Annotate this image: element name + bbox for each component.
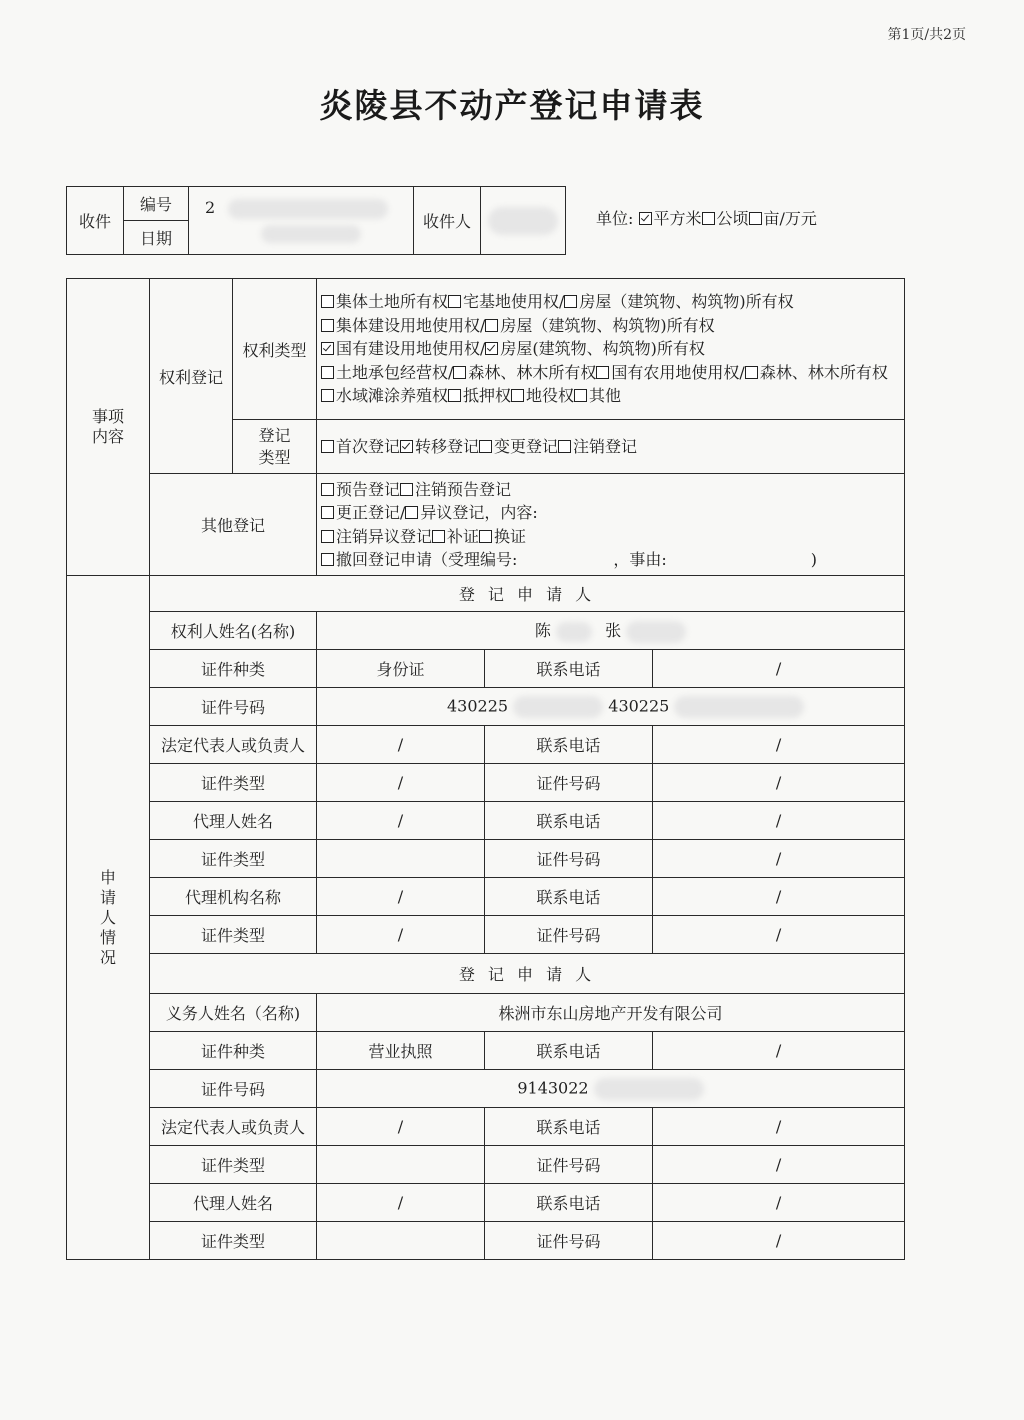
obligor-id-no-field[interactable]: 9143022 <box>317 1070 905 1108</box>
legal-rep-id-type-value[interactable]: / <box>317 764 485 802</box>
unit-option-label: 平方米 <box>653 209 702 228</box>
checkbox-icon[interactable] <box>321 483 334 496</box>
right-type-option-label: 地役权 <box>526 386 575 406</box>
other-reg-option-label: 换证 <box>494 526 527 546</box>
page-number: 第1页/共2页 <box>887 27 966 43</box>
obligor-legal-rep-value[interactable]: / <box>317 1108 485 1146</box>
obligor-name-value[interactable]: 株洲市东山房地产开发有限公司 <box>317 994 905 1032</box>
right-type-line <box>321 290 900 314</box>
right-type-line <box>321 337 900 361</box>
obligor-id-kind-label: 证件种类 <box>150 1032 317 1070</box>
agency-name-label: 代理机构名称 <box>150 878 317 916</box>
right-type-option[interactable] <box>745 363 888 382</box>
checkbox-icon[interactable] <box>745 366 758 379</box>
reg-type-option[interactable] <box>479 437 558 456</box>
unit-option[interactable] <box>639 209 702 228</box>
phone-label: 联系电话 <box>485 650 653 688</box>
right-type-option[interactable] <box>448 386 511 405</box>
checkbox-checked-icon[interactable] <box>400 440 413 453</box>
other-reg-line <box>321 501 900 525</box>
legal-rep-phone-value[interactable]: / <box>653 726 905 764</box>
reg-type-option[interactable] <box>321 437 400 456</box>
reg-type-option-label: 变更登记 <box>494 436 559 456</box>
number-date-field[interactable] <box>189 187 414 255</box>
obligor-phone-label: 联系电话 <box>485 1032 653 1070</box>
other-reg-options <box>317 474 905 576</box>
right-type-line <box>321 314 900 338</box>
obligor-legal-rep-phone-value[interactable]: / <box>653 1108 905 1146</box>
reg-type-option[interactable] <box>558 437 637 456</box>
agent-id-no-label: 证件号码 <box>485 840 653 878</box>
checkbox-icon[interactable] <box>511 389 524 402</box>
right-type-option[interactable] <box>485 316 714 335</box>
other-reg-option-label: 补证 <box>447 526 480 546</box>
right-type-option[interactable] <box>485 339 705 358</box>
other-reg-line <box>321 548 900 572</box>
obligor-agent-id-type-label: 证件类型 <box>150 1222 317 1260</box>
agency-name-value[interactable]: / <box>317 878 485 916</box>
obligor-name-label: 义务人姓名（名称) <box>150 994 317 1032</box>
obligor-id-type-label: 证件类型 <box>150 1146 317 1184</box>
checkbox-icon[interactable] <box>321 295 334 308</box>
applicant-header-1: 登 记 申 请 人 <box>150 576 905 612</box>
checkbox-icon[interactable] <box>432 530 445 543</box>
right-type-option-label: 水域滩涂养殖权 <box>336 386 449 406</box>
checkbox-icon[interactable] <box>448 295 461 308</box>
number-label: 编号 <box>124 187 189 221</box>
agency-id-no-value[interactable]: / <box>653 916 905 954</box>
reg-type-option-label: 注销登记 <box>573 436 638 456</box>
checkbox-checked-icon[interactable] <box>485 342 498 355</box>
unit-option[interactable] <box>749 209 817 228</box>
right-type-option[interactable] <box>321 292 448 311</box>
redacted-date <box>261 225 361 243</box>
right-type-option[interactable] <box>321 316 485 335</box>
phone-value[interactable]: / <box>653 650 905 688</box>
right-type-option[interactable] <box>574 386 621 405</box>
reg-type-option-label: 首次登记 <box>336 436 401 456</box>
right-type-option-label: 抵押权 <box>463 386 512 406</box>
checkbox-icon[interactable] <box>702 212 715 225</box>
checkbox-checked-icon[interactable] <box>321 342 334 355</box>
agent-id-type-label: 证件类型 <box>150 840 317 878</box>
right-type-option[interactable] <box>321 363 453 382</box>
right-type-option-label: 其他 <box>589 386 622 406</box>
right-type-option-label: 房屋（建筑物、构筑物)所有权 <box>579 292 794 312</box>
obligor-agent-phone-label: 联系电话 <box>485 1184 653 1222</box>
unit-label: 单位: <box>596 209 634 228</box>
right-type-option[interactable] <box>448 292 564 311</box>
unit-option-label: 亩/万元 <box>763 209 817 228</box>
right-type-option-label: 森林、林木所有权 <box>468 362 597 382</box>
applicant-section-label: 申请人情况 <box>67 576 150 1260</box>
other-reg-line <box>321 478 900 502</box>
other-reg-label: 其他登记 <box>150 474 317 576</box>
id-kind-label: 证件种类 <box>150 650 317 688</box>
unit-selector <box>596 206 817 229</box>
agency-id-type-value[interactable]: / <box>317 916 485 954</box>
obligor-legal-rep-phone-label: 联系电话 <box>485 1108 653 1146</box>
reg-type-option[interactable] <box>400 437 479 456</box>
number-value: 2 <box>205 198 216 218</box>
unit-option-label: 公顷 <box>716 209 749 228</box>
other-reg-option[interactable] <box>432 527 479 546</box>
right-type-option-label: 土地承包经营权/ <box>336 362 454 382</box>
checkbox-icon[interactable] <box>596 366 609 379</box>
obligor-agent-name-label: 代理人姓名 <box>150 1184 317 1222</box>
right-type-option[interactable] <box>321 339 485 358</box>
other-reg-option-label: 注销预告登记 <box>415 479 512 499</box>
right-type-options <box>317 279 905 420</box>
redacted-number <box>228 199 388 219</box>
redacted-receiver <box>488 207 558 235</box>
legal-rep-id-type-label: 证件类型 <box>150 764 317 802</box>
obligor-id-no-label: 证件号码 <box>150 1070 317 1108</box>
checkbox-icon[interactable] <box>400 483 413 496</box>
other-reg-option-label: 预告登记 <box>336 479 401 499</box>
reg-type-line <box>321 435 900 459</box>
right-type-option[interactable] <box>321 386 448 405</box>
other-reg-option[interactable] <box>400 480 511 499</box>
agency-id-type-label: 证件类型 <box>150 916 317 954</box>
other-reg-option-label: 撤回登记申请（受理编号: ，事由: ) <box>336 550 818 569</box>
agent-phone-label: 联系电话 <box>485 802 653 840</box>
obligor-legal-rep-label: 法定代表人或负责人 <box>150 1108 317 1146</box>
agent-phone-value[interactable]: / <box>653 802 905 840</box>
right-type-option[interactable] <box>596 363 744 382</box>
checkbox-icon[interactable] <box>321 530 334 543</box>
right-type-option-label: 森林、林木所有权 <box>759 362 888 382</box>
agent-id-type-value[interactable] <box>317 840 485 878</box>
right-type-option[interactable] <box>453 363 596 382</box>
agent-name-value[interactable]: / <box>317 802 485 840</box>
checkbox-icon[interactable] <box>558 440 571 453</box>
other-reg-option-label: 注销异议登记 <box>336 526 433 546</box>
checkbox-icon[interactable] <box>321 389 334 402</box>
obligor-id-no-label-2: 证件号码 <box>485 1146 653 1184</box>
rights-registration-label: 权利登记 <box>150 279 233 474</box>
legal-rep-id-no-label: 证件号码 <box>485 764 653 802</box>
receiver-field[interactable] <box>481 187 566 255</box>
checkbox-checked-icon[interactable] <box>639 212 652 225</box>
right-type-option[interactable] <box>564 292 793 311</box>
id-kind-value[interactable]: 身份证 <box>317 650 485 688</box>
checkbox-icon[interactable] <box>479 530 492 543</box>
checkbox-icon[interactable] <box>321 553 334 566</box>
id-no-label: 证件号码 <box>150 688 317 726</box>
id-no-field[interactable]: 430225 430225 <box>317 688 905 726</box>
checkbox-icon[interactable] <box>321 366 334 379</box>
agency-phone-label: 联系电话 <box>485 878 653 916</box>
obligor-agent-phone-value[interactable]: / <box>653 1184 905 1222</box>
checkbox-icon[interactable] <box>453 366 466 379</box>
checkbox-icon[interactable] <box>321 440 334 453</box>
legal-rep-value[interactable]: / <box>317 726 485 764</box>
matters-section-label: 事项内容 <box>67 279 150 576</box>
right-type-option-label: 房屋(建筑物、构筑物)所有权 <box>500 339 705 359</box>
right-type-label: 权利类型 <box>233 279 317 420</box>
right-type-line <box>321 384 900 408</box>
checkbox-icon[interactable] <box>405 506 418 519</box>
obligor-id-type-value[interactable] <box>317 1146 485 1184</box>
other-reg-option-label: 异议登记，内容: <box>420 503 538 522</box>
checkbox-icon[interactable] <box>485 319 498 332</box>
other-reg-option[interactable] <box>321 480 400 499</box>
applicant-header-2: 登 记 申 请 人 <box>150 954 905 994</box>
right-type-option-label: 集体建设用地使用权/ <box>336 315 486 335</box>
receipt-label: 收件 <box>67 187 124 255</box>
reg-type-options <box>317 420 905 474</box>
other-reg-option[interactable] <box>321 550 817 569</box>
other-reg-option[interactable] <box>321 527 432 546</box>
form-title: 炎陵县不动产登记申请表 <box>319 86 705 125</box>
checkbox-icon[interactable] <box>749 212 762 225</box>
date-label: 日期 <box>124 221 189 255</box>
right-type-option[interactable] <box>511 386 574 405</box>
other-reg-option[interactable] <box>479 527 526 546</box>
right-type-line <box>321 361 900 385</box>
checkbox-icon[interactable] <box>321 506 334 519</box>
agency-id-no-label: 证件号码 <box>485 916 653 954</box>
reg-type-option-label: 转移登记 <box>415 436 480 456</box>
agent-id-no-value[interactable]: / <box>653 840 905 878</box>
owner-name-field[interactable]: 陈 张 <box>317 612 905 650</box>
legal-rep-label: 法定代表人或负责人 <box>150 726 317 764</box>
other-reg-option-label: 更正登记/ <box>336 503 406 522</box>
receiver-label: 收件人 <box>414 187 481 255</box>
obligor-agent-id-type-value[interactable] <box>317 1222 485 1260</box>
right-type-option-label: 宅基地使用权/ <box>463 292 565 312</box>
receipt-table <box>66 186 566 255</box>
right-type-option-label: 集体土地所有权 <box>336 292 449 312</box>
checkbox-icon[interactable] <box>574 389 587 402</box>
agency-phone-value[interactable]: / <box>653 878 905 916</box>
legal-rep-phone-label: 联系电话 <box>485 726 653 764</box>
other-reg-line <box>321 525 900 549</box>
obligor-agent-name-value[interactable]: / <box>317 1184 485 1222</box>
obligor-phone-value[interactable]: / <box>653 1032 905 1070</box>
owner-name-label: 权利人姓名(名称) <box>150 612 317 650</box>
checkbox-icon[interactable] <box>564 295 577 308</box>
right-type-option-label: 国有建设用地使用权/ <box>336 339 486 359</box>
reg-type-label: 登记类型 <box>233 420 317 474</box>
checkbox-icon[interactable] <box>448 389 461 402</box>
right-type-option-label: 房屋（建筑物、构筑物)所有权 <box>500 315 715 335</box>
other-reg-option[interactable] <box>405 503 537 522</box>
application-form-table <box>66 278 905 1260</box>
right-type-option-label: 国有农用地使用权/ <box>611 362 745 382</box>
checkbox-icon[interactable] <box>479 440 492 453</box>
obligor-id-no-value-2[interactable]: / <box>653 1146 905 1184</box>
checkbox-icon[interactable] <box>321 319 334 332</box>
obligor-agent-id-no-label: 证件号码 <box>485 1222 653 1260</box>
legal-rep-id-no-value[interactable]: / <box>653 764 905 802</box>
agent-name-label: 代理人姓名 <box>150 802 317 840</box>
other-reg-option[interactable] <box>321 503 405 522</box>
obligor-agent-id-no-value[interactable]: / <box>653 1222 905 1260</box>
obligor-id-kind-value[interactable]: 营业执照 <box>317 1032 485 1070</box>
unit-option[interactable] <box>702 209 749 228</box>
